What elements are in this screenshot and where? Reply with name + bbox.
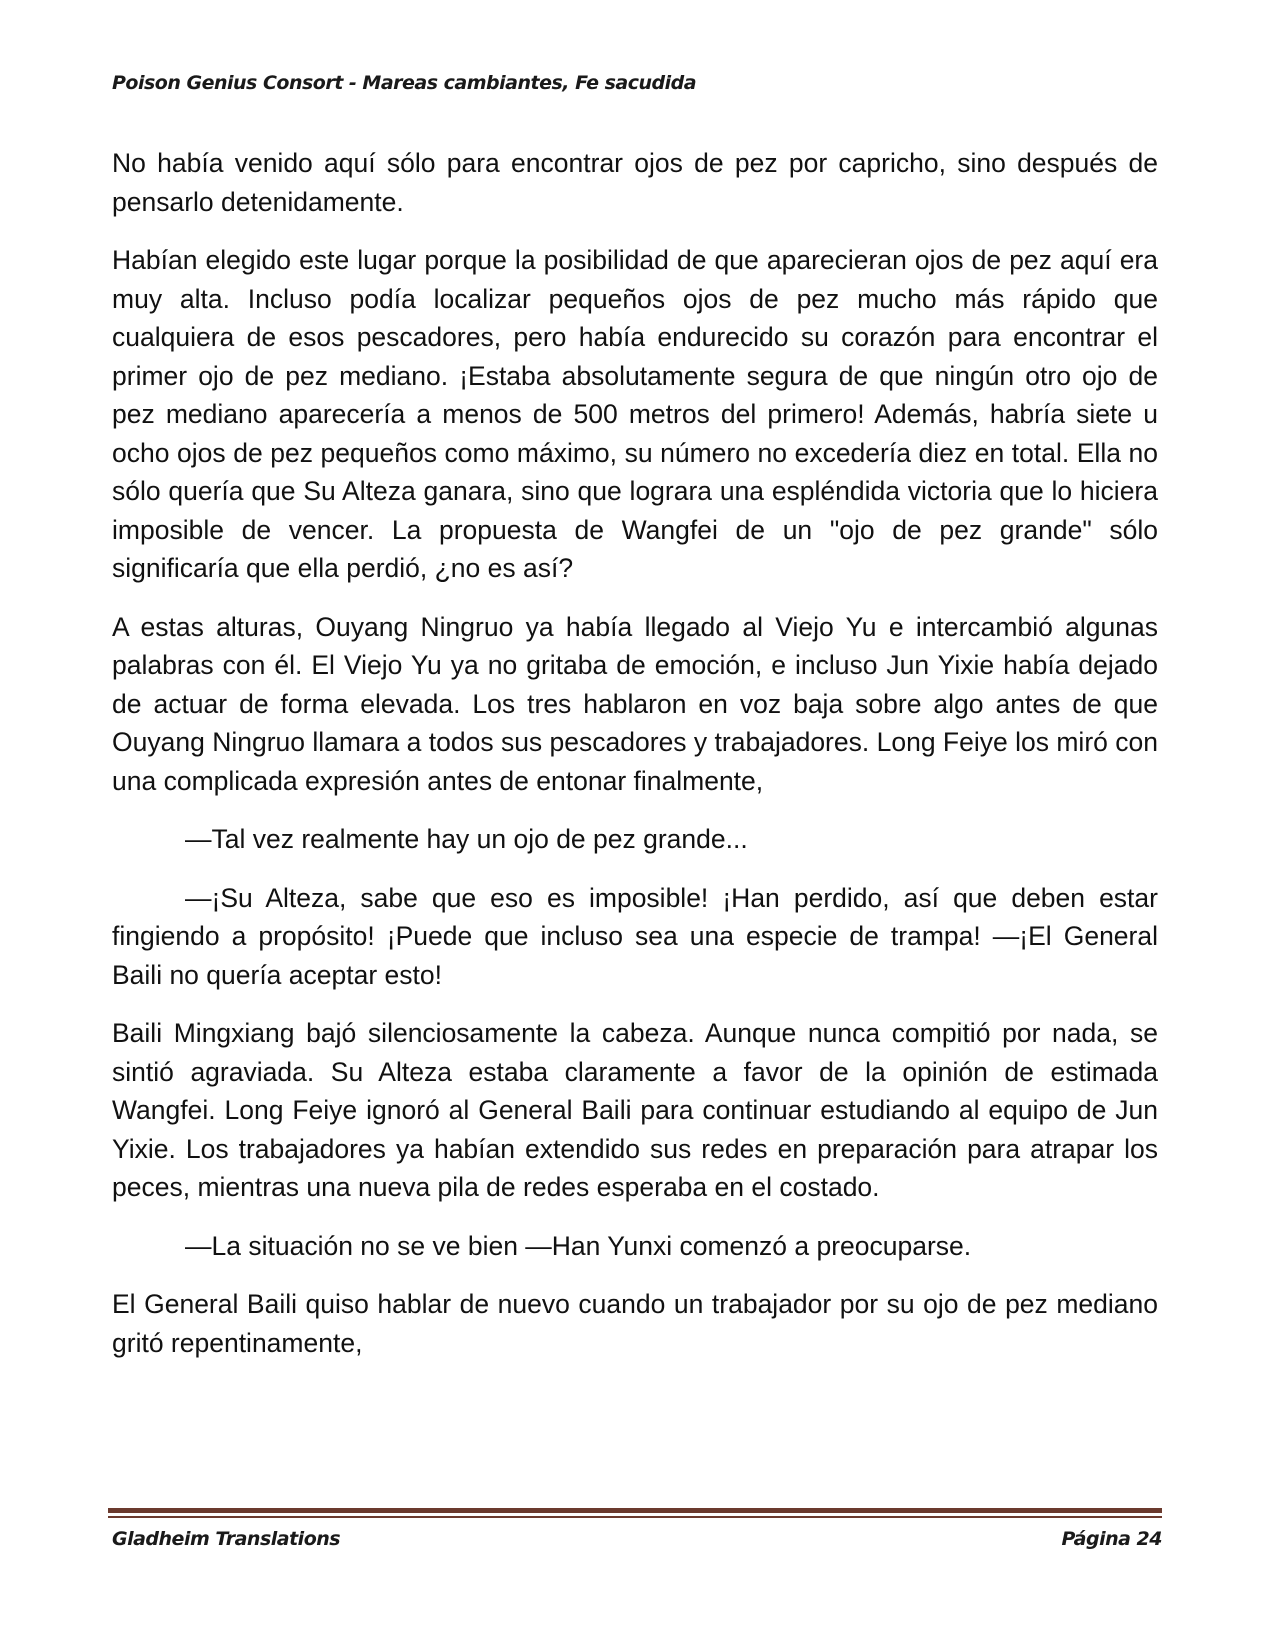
page-body [112, 144, 1158, 1382]
footer-divider-thick [108, 1508, 1162, 1513]
paragraph: Habían elegido este lugar porque la posibilidad de que aparecieran ojos de pez aquí era muy alta. Incluso podía localizar pequeños ojos de pez mucho más rápido que cualquiera de esos pescadores, pero había endurecido su corazón para encontrar el primer ojo de pez mediano. ¡Estaba absolutamente segura de que ningún otro ojo de pez mediano aparecería a menos de 500 metros del primero! Además, habría siete u ocho ojos de pez pequeños como máximo, su número no excedería diez en total. Ella no sólo quería que Su Alteza ganara, sino que lograra una espléndida victoria que lo hiciera imposible de vencer. La propuesta de Wangfei de un "ojo de pez grande" sólo significaría que ella perdió, ¿no es así? [112, 245, 1158, 583]
footer-page-number: Página 24 [1061, 1528, 1162, 1550]
paragraph: El General Baili quiso hablar de nuevo cuando un trabajador por su ojo de pez mediano gritó repentinamente, [112, 1289, 1158, 1358]
dialogue-paragraph: —La situación no se ve bien —Han Yunxi comenzó a preocuparse. [185, 1230, 972, 1261]
running-header: Poison Genius Consort - Mareas cambiantes, Fe sacudida [112, 72, 697, 94]
dialogue-paragraph: —¡Su Alteza, sabe que eso es imposible! ¡Han perdido, así que deben estar fingiendo a propósito! ¡Puede que incluso sea una especie de trampa! —¡El General Baili no quería aceptar esto! [112, 882, 1158, 990]
paragraph: Baili Mingxiang bajó silenciosamente la cabeza. Aunque nunca compitió por nada, se sintió agraviada. Su Alteza estaba claramente a favor de la opinión de estimada Wangfei. Long Feiye ignoró al General Baili para continuar estudiando al equipo de Jun Yixie. Los trabajadores ya habían extendido sus redes en preparación para atrapar los peces, mientras una nueva pila de redes esperaba en el costado. [112, 1018, 1158, 1202]
dialogue-paragraph: —Tal vez realmente hay un ojo de pez grande... [185, 824, 748, 854]
paragraph: A estas alturas, Ouyang Ningruo ya había llegado al Viejo Yu e intercambió algunas palabras con él. El Viejo Yu ya no gritaba de emoción, e incluso Jun Yixie había dejado de actuar de forma elevada. Los tres hablaron en voz baja sobre algo antes de que Ouyang Ningruo llamara a todos sus pescadores y trabajadores. Long Feiye los miró con una complicada expresión antes de entonar finalmente, [112, 611, 1158, 796]
footer-publisher: Gladheim Translations [112, 1528, 341, 1550]
footer-divider-thin [108, 1516, 1162, 1518]
paragraph: No había venido aquí sólo para encontrar ojos de pez por capricho, sino después de pensarlo detenidamente. [112, 148, 1158, 217]
